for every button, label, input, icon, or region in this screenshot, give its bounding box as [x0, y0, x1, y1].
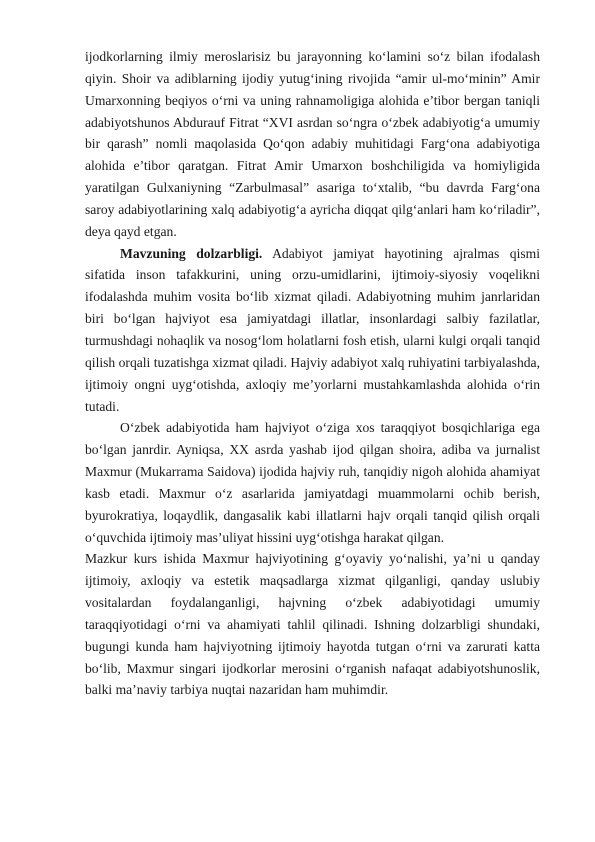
paragraph-intro-continued	[85, 46, 540, 243]
paragraph-text: O‘zbek adabiyotida ham hajviyot o‘ziga xos taraqqiyot bosqichlariga ega bo‘lgan janrdir. Ayniqsa, XX asrda yashab ijod qilgan shoira, adiba va jurnalist Maxmur (Mukarrama Saidova) ijodida hajviy ruh, tanqidiy nigoh alohida ahamiyat kasb etadi. Maxmur o‘z asarlarida jamiyatdagi muammolarni ochib berish, byurokratiya, loqaydlik, dangasalik kabi illatlarni hajv orqali tanqid qilish orqali o‘quvchida ijtimoiy mas’uliyat hissini uyg‘otishga harakat qilgan.	[85, 420, 540, 545]
paragraph-course-work	[85, 548, 540, 701]
paragraph-text: ijodkorlarning ilmiy meroslarisiz bu jarayonning ko‘lamini so‘z bilan ifodalash qiyin. Shoir va adiblarning ijodiy yutug‘ining rivojida “amir ul-mo‘minin” Amir Umarxonning beqiyos o‘rni va uning rahnamoligiga alohida e’tibor bergan taniqli adabiyotshunos Abdurauf Fitrat “XVI asrdan so‘ngra o‘zbek adabiyotig‘a umumiy bir qarash” nomli maqolasida Qo‘qon adabiy muhitidagi Farg‘ona adabiyotiga alohida e’tibor qaratgan. Fitrat Amir Umarxon boshchiligida va homiyligida yaratilgan Gulxaniyning “Zarbulmasal” asariga to‘xtalib, “bu davrda Farg‘ona saroy adabiyotlarining xalq adabiyotig‘a ayricha diqqat qilg‘anlari ham ko‘riladir”, deya qayd etgan.	[85, 49, 540, 239]
section-lead-heading: Mavzuning dolzarbligi.	[120, 245, 263, 261]
paragraph-uzbek-satire	[85, 417, 540, 548]
paragraph-text: Mazkur kurs ishida Maxmur hajviyotining g‘oyaviy yo‘nalishi, ya’ni u qanday ijtimoiy, axloqiy va estetik maqsadlarga xizmat qilganligi, qanday uslubiy vositalardan foydalanganligi, hajvning o‘zbek adabiyotidagi umumiy taraqqiyotidagi o‘rni va ahamiyati tahlil qilinadi. Ishning dolzarbligi shundaki, bugungi kunda ham hajviyotning ijtimoiy hayotda tutgan o‘rni va zarurati katta bo‘lib, Maxmur singari ijodkorlar merosini o‘rganish nafaqat adabiyotshunoslik, balki ma’naviy tarbiya nuqtai nazaridan ham muhimdir.	[85, 551, 540, 698]
paragraph-text: Adabiyot jamiyat hayotining ajralmas qismi sifatida inson tafakkurini, uning orzu-umidlarini, ijtimoiy-siyosiy voqelikni ifodalashda muhim vosita bo‘lib xizmat qiladi. Adabiyotning muhim janrlaridan biri bo‘lgan hajviyot esa jamiyatdagi illatlar, insonlardagi salbiy fazilatlar, turmushdagi nohaqlik va nosog‘lom holatlarni fosh etish, ularni kulgi orqali tanqid qilish orqali tuzatishga xizmat qiladi. Hajviy adabiyot xalq ruhiyatini tarbiyalashda, ijtimoiy ongni uyg‘otishda, axloqiy me’yorlarni mustahkamlashda alohida o‘rin tutadi.	[85, 245, 540, 414]
body-text	[85, 46, 540, 701]
paragraph-relevance	[85, 243, 540, 418]
